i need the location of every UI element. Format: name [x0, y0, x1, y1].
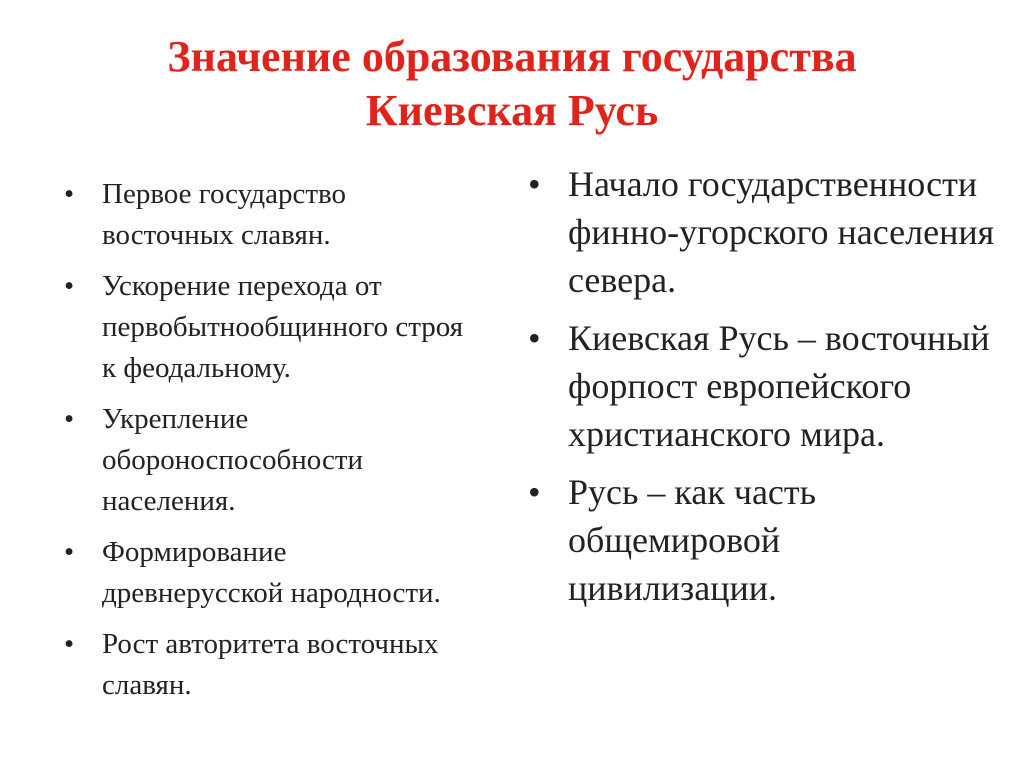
- list-item-text: Русь – как часть общемировой цивилизации.: [568, 472, 817, 608]
- list-item: [528, 468, 998, 612]
- list-item: [64, 532, 464, 614]
- slide-title: [0, 30, 1024, 138]
- bullet-icon: •: [528, 164, 541, 204]
- list-item: [64, 399, 464, 522]
- list-item-text: Киевская Русь – восточный форпост европейского христианского мира.: [568, 318, 990, 454]
- list-item: [528, 314, 998, 458]
- list-item: [64, 624, 464, 706]
- list-item: [528, 160, 998, 304]
- bullet-icon: •: [64, 628, 75, 660]
- bullet-icon: •: [528, 472, 541, 512]
- title-line-2: Киевская Русь: [365, 86, 659, 135]
- bullet-icon: •: [64, 270, 75, 302]
- bullet-icon: •: [64, 178, 75, 210]
- list-item-text: Формирование древнерусской народности.: [102, 536, 441, 609]
- bullet-icon: •: [64, 403, 75, 435]
- bullet-icon: •: [64, 536, 75, 568]
- list-item: [64, 174, 464, 256]
- list-item-text: Первое государство восточных славян.: [102, 178, 347, 251]
- list-item-text: Укрепление обороноспособности населения.: [102, 403, 364, 517]
- list-item-text: Рост авторитета восточных славян.: [102, 628, 439, 701]
- title-line-1: Значение образования государства: [167, 32, 857, 81]
- left-bullet-list: [64, 174, 464, 716]
- list-item-text: Ускорение перехода от первобытнообщинного строя к феодальному.: [102, 270, 464, 384]
- bullet-icon: •: [528, 318, 541, 358]
- list-item: [64, 266, 464, 389]
- right-bullet-list: [528, 160, 998, 622]
- list-item-text: Начало государственности финно-угорского населения севера.: [568, 164, 995, 300]
